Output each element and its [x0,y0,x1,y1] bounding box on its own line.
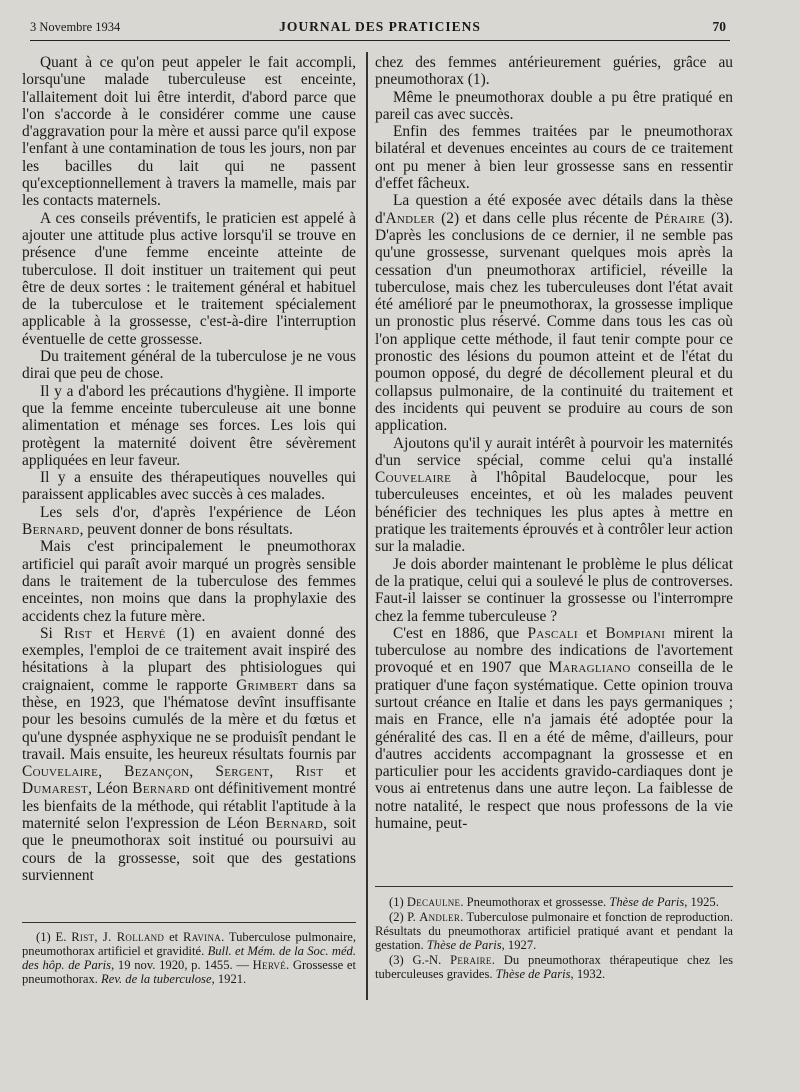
footnote: (2) P. Andler. Tuberculose pulmonaire et fonction de reproduction. Résultats du pneumothorax artificiel pratiqué avant et pendant la gestation. Thèse de Paris, 1927. [375,910,733,952]
paragraph: Quant à ce qu'on peut appeler le fait accompli, lorsqu'une malade tuberculeuse est enceinte, l'allaitement doit lui être interdit, d'abord parce que l'on s'accorde à le considérer comme une cause d'aggravation pour la mère et aussi parce qu'il expose l'enfant à une contamination de tous les jours, non par les bacilles du lait qui ne passent qu'exceptionnellement à travers la mamelle, mais par les contacts maternels. [22,54,356,210]
paragraph: A ces conseils préventifs, le praticien est appelé à ajouter une attitude plus active lorsqu'il se trouve en présence d'une femme enceinte atteinte de tuberculose. Il doit instituer un traitement qui peut être de deux sortes : le traitement général et habituel de la tuberculose et le traitement spécialement applicable à la grossesse, c'est-à-dire l'interruption éventuelle de cette grossesse. [22,209,356,348]
paragraph: Ajoutons qu'il y aurait intérêt à pourvoir les maternités d'un service spécial, comme celui qu'a installé Couvelaire à l'hôpital Baudelocque, pour les tuberculeuses enceintes, et où les malades peuvent bénéficier des techniques les plus aptes à mettre en pratique les traitements éprouvés et à contrôler leur action sur la maladie. [375,434,733,556]
column-divider [366,52,368,1000]
paragraph: chez des femmes antérieurement guéries, grâce au pneumothorax (1). [375,54,733,89]
footnote: (1) E. Rist, J. Rolland et Ravina. Tuberculose pulmonaire, pneumothorax artificiel et gravidité. Bull. et Mém. de la Soc. méd. des hôp. de Paris, 19 nov. 1920, p. 1455. — Hervé. Grossesse et pneumothorax. Rev. de la tuberculose, 1921. [22,930,357,986]
footnotes-left [22,930,356,987]
footnote-rule [22,922,356,923]
right-column [375,54,733,832]
paragraph: Du traitement général de la tuberculose je ne vous dirai que peu de chose. [22,348,356,383]
footnote: (1) Decaulne. Pneumothorax et grossesse. Thèse de Paris, 1925. [389,895,719,909]
paragraph: Enfin des femmes traitées par le pneumothorax bilatéral et devenues enceintes au cours de ce traitement ont pu mener à bien leur grossesse sans en ressentir d'effet fâcheux. [375,123,733,193]
paragraph: Si Rist et Hervé (1) en avaient donné des exemples, l'emploi de ce traitement avait inspiré des hésitations à la plupart des phtisiologues qui craignaient, comme le rapporte Grimbert dans sa thèse, en 1923, que l'hématose devînt insuffisante pour les besoins cumulés de la mère et du fœtus et qu'une dyspnée asphyxique ne se produisît pendant le travail. Mais ensuite, les heureux résultats fournis par Couvelaire, Bezançon, Sergent, Rist et Dumarest, Léon Bernard ont définitivement montré les bienfaits de la méthode, qui rétablit l'aptitude à la maternité selon l'expression de Léon Bernard, soit que le pneumothorax soit institué ou poursuivi au cours de la grossesse, soit que des gestations surviennent [22,624,357,884]
paragraph: Même le pneumothorax double a pu être pratiqué en pareil cas avec succès. [375,88,733,123]
journal-title: JOURNAL DES PRATICIENS [279,19,481,34]
footnote: (3) G.-N. Peraire. Du pneumothorax thérapeutique chez les tuberculeuses gravides. Thèse de Paris, 1932. [375,953,733,981]
paragraph: Les sels d'or, d'après l'expérience de Léon Bernard, peuvent donner de bons résultats. [22,503,356,539]
footnote-rule [375,886,733,887]
paragraph: La question a été exposée avec détails dans la thèse d'Andler (2) et dans celle plus récente de Péraire (3). D'après les conclusions de ce dernier, il ne semble pas qu'une grossesse, survenant quelques mois après la cessation d'un pneumothorax artificiel, réveille la tuberculose, mais chez les tuberculeuses dont l'état avait été amélioré par le pneumothorax, la grossesse implique un pronostic plus réservé. Comme dans tous les cas où l'on applique cette méthode, il faut tenir compte pour ce pronostic des lésions du poumon atteint et de l'état du poumon opposé, du degré de décollement pleural et du collapsus pulmonaire, de la continuité du traitement et des incidents qui peuvent se produire au cours de son application. [375,192,733,435]
footnotes-right [375,895,733,982]
paragraph: C'est en 1886, que Pascali et Bompiani mirent la tuberculose au nombre des indications de l'avortement provoqué et en 1907 que Maragliano conseilla de le pratiquer d'une façon systématique. Cette opinion trouva surtout créance en Italie et dans les pays germaniques ; mais en France, elle n'a jamais été adoptée pour la généralité des cas. Il en a été de même, d'ailleurs, pour d'autres accidents accompagnant la grossesse et en particulier pour les accidents gravido-cardiaques dont je vous ai entretenus dans une autre leçon. La faiblesse de notre natalité, le respect que nous professons de la vie humaine, peut- [375,624,734,833]
left-column [22,54,356,884]
paragraph: Je dois aborder maintenant le problème le plus délicat de la pratique, celui qui a soulevé le plus de controverses. Faut-il laisser se continuer la grossesse ou l'interrompre chez la femme tuberculeuse ? [375,555,733,625]
page-header [30,18,730,41]
page-number: 70 [712,19,726,34]
paragraph: Il y a ensuite des thérapeutiques nouvelles qui paraissent applicables avec succès à ces malades. [22,469,356,504]
paragraph: Il y a d'abord les précautions d'hygiène. Il importe que la femme enceinte tuberculeuse ait une bonne alimentation et ménage ses forces. Les lois qui protègent la maternité doivent être sévèrement appliquées en leur faveur. [22,382,356,469]
paragraph: Mais c'est principalement le pneumothorax artificiel qui paraît avoir marqué un progrès sensible dans le traitement de la tuberculose des femmes enceintes, non moins que dans la prophylaxie des accidents chez la future mère. [22,538,356,625]
header-date: 3 Novembre 1934 [30,20,121,34]
